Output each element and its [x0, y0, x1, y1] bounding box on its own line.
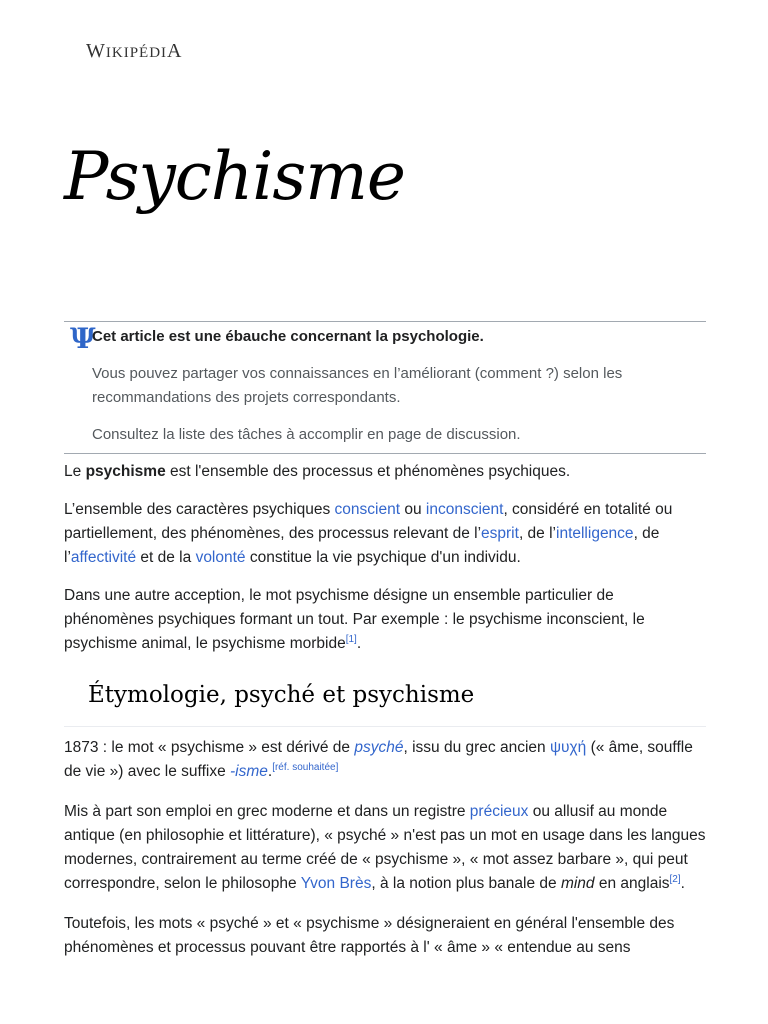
text: , de l’: [64, 525, 660, 566]
text: en anglais: [594, 875, 670, 892]
link-yvon-bres[interactable]: Yvon Brès: [300, 875, 372, 892]
text: 1873 : le mot « psychisme » est dérivé de: [64, 739, 355, 756]
text: ou: [400, 501, 426, 518]
stub-headline: Cet article est une ébauche concernant la psychologie.: [92, 328, 484, 345]
link-esprit[interactable]: esprit: [481, 525, 519, 542]
reference-1[interactable]: [1]: [345, 634, 357, 645]
stub-paragraph-2: Consultez la liste des tâches à accomplir en page de discussion.: [92, 426, 521, 443]
article-intro: [64, 460, 706, 670]
section-heading: Étymologie, psyché et psychisme: [88, 682, 475, 708]
link-psyche-greek[interactable]: ψυχή: [549, 739, 587, 756]
text: .: [680, 875, 685, 892]
text: .: [356, 635, 362, 652]
link-inconscient[interactable]: inconscient: [425, 501, 504, 518]
wikipedia-wordmark[interactable]: [86, 40, 183, 63]
text: ou allusif au monde antique (en philosophie et littérature), « psyché » n'est pas un mot en usage dans les langues modernes, contrairement au terme créé de « psychisme », « mot assez barbare », qui peut correspondre, selon le philosophe: [64, 803, 706, 892]
mind-italic: mind: [560, 875, 595, 892]
text: Mis à part son emploi en grec moderne et dans un registre: [64, 803, 470, 820]
stub-paragraph-1: Vous pouvez partager vos connaissances en l’améliorant (comment ?) selon les recommandations des projets correspondants.: [92, 365, 623, 406]
link-volonte[interactable]: volonté: [195, 549, 246, 566]
text: (« âme, souffle de vie ») avec le suffixe: [64, 739, 693, 780]
intro-paragraph-2: [64, 498, 706, 570]
link-intelligence[interactable]: intelligence: [556, 525, 634, 542]
intro-paragraph-3: [64, 584, 706, 656]
link-affectivite[interactable]: affectivité: [70, 549, 137, 566]
text: L’ensemble des caractères psychiques: [64, 501, 335, 518]
stub-notice: [64, 321, 706, 454]
text: , considéré en totalité ou partiellement, des phénomènes, des processus relevant de l’: [64, 501, 673, 542]
text: et de la: [136, 549, 196, 566]
text: Dans une autre acception, le mot psychisme désigne un ensemble particulier de phénomènes psychiques formant un tout. Par exemple : le psychisme inconscient, le psychisme animal, le psychisme morbide: [64, 587, 645, 652]
text: est l'ensemble des processus et phénomènes psychiques.: [165, 463, 571, 480]
link-isme[interactable]: -isme: [230, 763, 268, 780]
wordmark-rest: IKIPÉDI: [105, 45, 168, 61]
citation-needed[interactable]: [réf. souhaitée]: [272, 762, 339, 773]
reference-2[interactable]: [2]: [669, 874, 681, 885]
link-psyche[interactable]: psyché: [354, 739, 404, 756]
link-conscient[interactable]: conscient: [334, 501, 401, 518]
section-paragraph-1: [64, 736, 706, 784]
psi-icon: Ψ: [70, 322, 96, 355]
text: .: [267, 763, 273, 780]
text: Le: [64, 463, 86, 480]
text: , issu du grec ancien: [403, 739, 550, 756]
section-divider: [64, 726, 706, 727]
term-bold: psychisme: [85, 463, 166, 480]
link-precieux[interactable]: précieux: [469, 803, 529, 820]
text: , à la notion plus banale de: [371, 875, 561, 892]
wordmark-first: W: [86, 40, 106, 62]
text: constitue la vie psychique d'un individu.: [245, 549, 521, 566]
section-body: [64, 736, 706, 976]
section-paragraph-3: Toutefois, les mots « psyché » et « psychisme » désigneraient en général l'ensemble des phénomènes et processus pouvant être rapportés à l' « âme » « entendue au sens: [64, 915, 675, 956]
intro-paragraph-1: [64, 460, 706, 484]
wordmark-last: A: [167, 40, 183, 62]
page-title: Psychisme: [64, 138, 405, 215]
text: , de l’: [518, 525, 556, 542]
section-paragraph-2: [64, 800, 706, 896]
